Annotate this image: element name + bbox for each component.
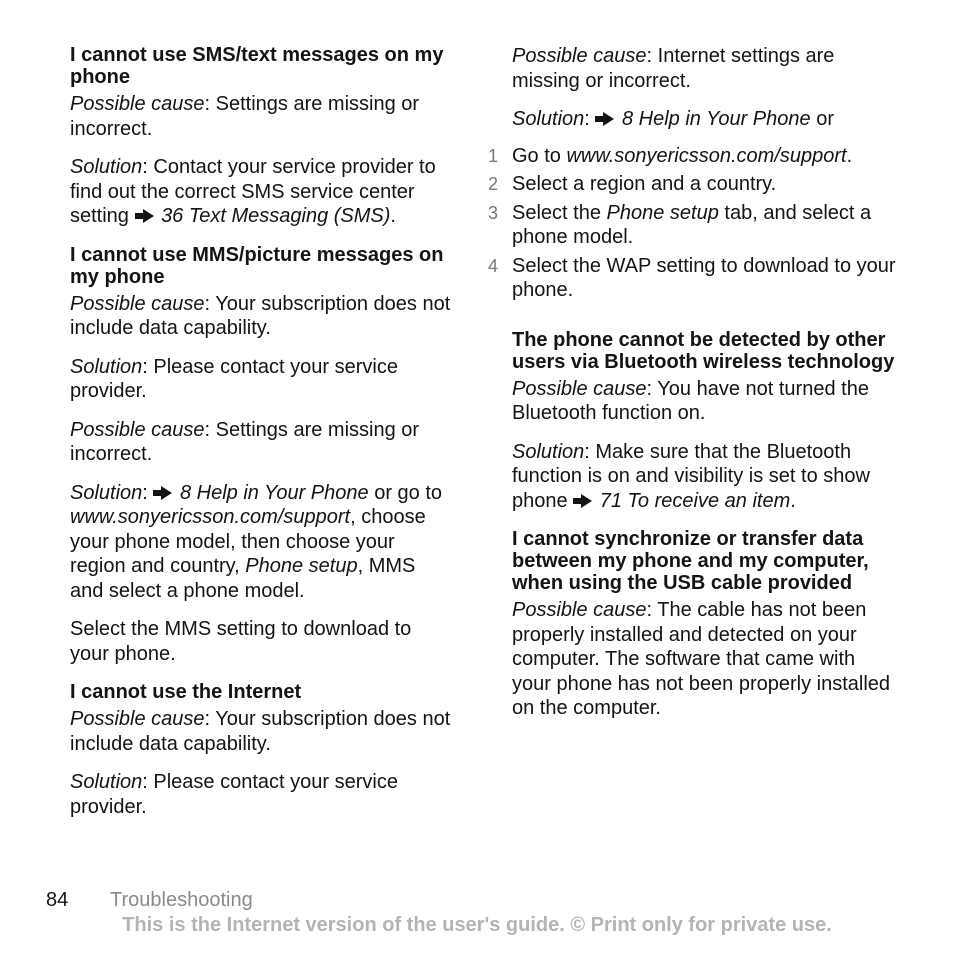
mms-heading: I cannot use MMS/picture messages on my phone bbox=[70, 243, 444, 288]
bluetooth-possible-cause: Possible cause: You have not turned the Bluetooth function on. bbox=[512, 377, 869, 424]
copyright-notice: This is the Internet version of the user's guide. © Print only for private use. bbox=[122, 914, 832, 936]
left-column bbox=[70, 44, 454, 819]
internet-solution-1: Solution: Please contact your service provider. bbox=[70, 771, 398, 818]
mms-solution-1: Solution: Please contact your service provider. bbox=[70, 355, 398, 402]
mms-solution-2: Solution: 8 Help in Your Phone or go to www.sonyericsson.com/support, choose your phone model, then choose your region and country, Phone setup, MMS and select a phone model. bbox=[70, 481, 443, 602]
internet-heading: I cannot use the Internet bbox=[70, 681, 302, 703]
arrow-right-icon bbox=[161, 486, 172, 500]
mms-possible-cause-1: Possible cause: Your subscription does not include data capability. bbox=[70, 292, 451, 339]
usb-heading: I cannot synchronize or transfer data between my phone and my computer, when using the USB cable provided bbox=[512, 528, 869, 594]
page-number: 84 bbox=[46, 889, 69, 911]
internet-steps-list bbox=[488, 144, 896, 303]
arrow-right-icon bbox=[143, 209, 154, 223]
internet-solution-2: Solution: 8 Help in Your Phone or bbox=[512, 108, 834, 130]
list-item: 2 Select a region and a country. bbox=[488, 173, 777, 195]
arrow-right-icon bbox=[581, 494, 592, 508]
bluetooth-solution: Solution: Make sure that the Bluetooth function is on and visibility is set to show phone 71 To receive an item. bbox=[512, 440, 870, 512]
usb-possible-cause: Possible cause: The cable has not been properly installed and detected on your computer. The software that came with your phone has not been properly installed on the computer. bbox=[512, 599, 891, 719]
list-item: 1 Go to www.sonyericsson.com/support. bbox=[488, 144, 853, 167]
internet-possible-cause-2: Possible cause: Internet settings are missing or incorrect. bbox=[512, 45, 835, 92]
list-item: 4 Select the WAP setting to download to your phone. bbox=[488, 254, 896, 301]
bluetooth-heading: The phone cannot be detected by other users via Bluetooth wireless technology bbox=[512, 328, 895, 373]
arrow-right-icon bbox=[603, 112, 614, 126]
mms-select-setting: Select the MMS setting to download to your phone. bbox=[70, 618, 412, 665]
sms-solution: Solution: Contact your service provider to find out the correct SMS service center setting 36 Text Messaging (SMS). bbox=[70, 156, 436, 227]
internet-possible-cause-1: Possible cause: Your subscription does not include data capability. bbox=[70, 708, 451, 755]
list-item: 3 Select the Phone setup tab, and select a phone model. bbox=[488, 201, 872, 248]
sms-heading: I cannot use SMS/text messages on my phone bbox=[70, 44, 444, 88]
section-title: Troubleshooting bbox=[110, 889, 253, 911]
right-column bbox=[488, 44, 896, 721]
sms-possible-cause: Possible cause: Settings are missing or incorrect. bbox=[70, 93, 420, 140]
mms-possible-cause-2: Possible cause: Settings are missing or incorrect. bbox=[70, 418, 420, 465]
